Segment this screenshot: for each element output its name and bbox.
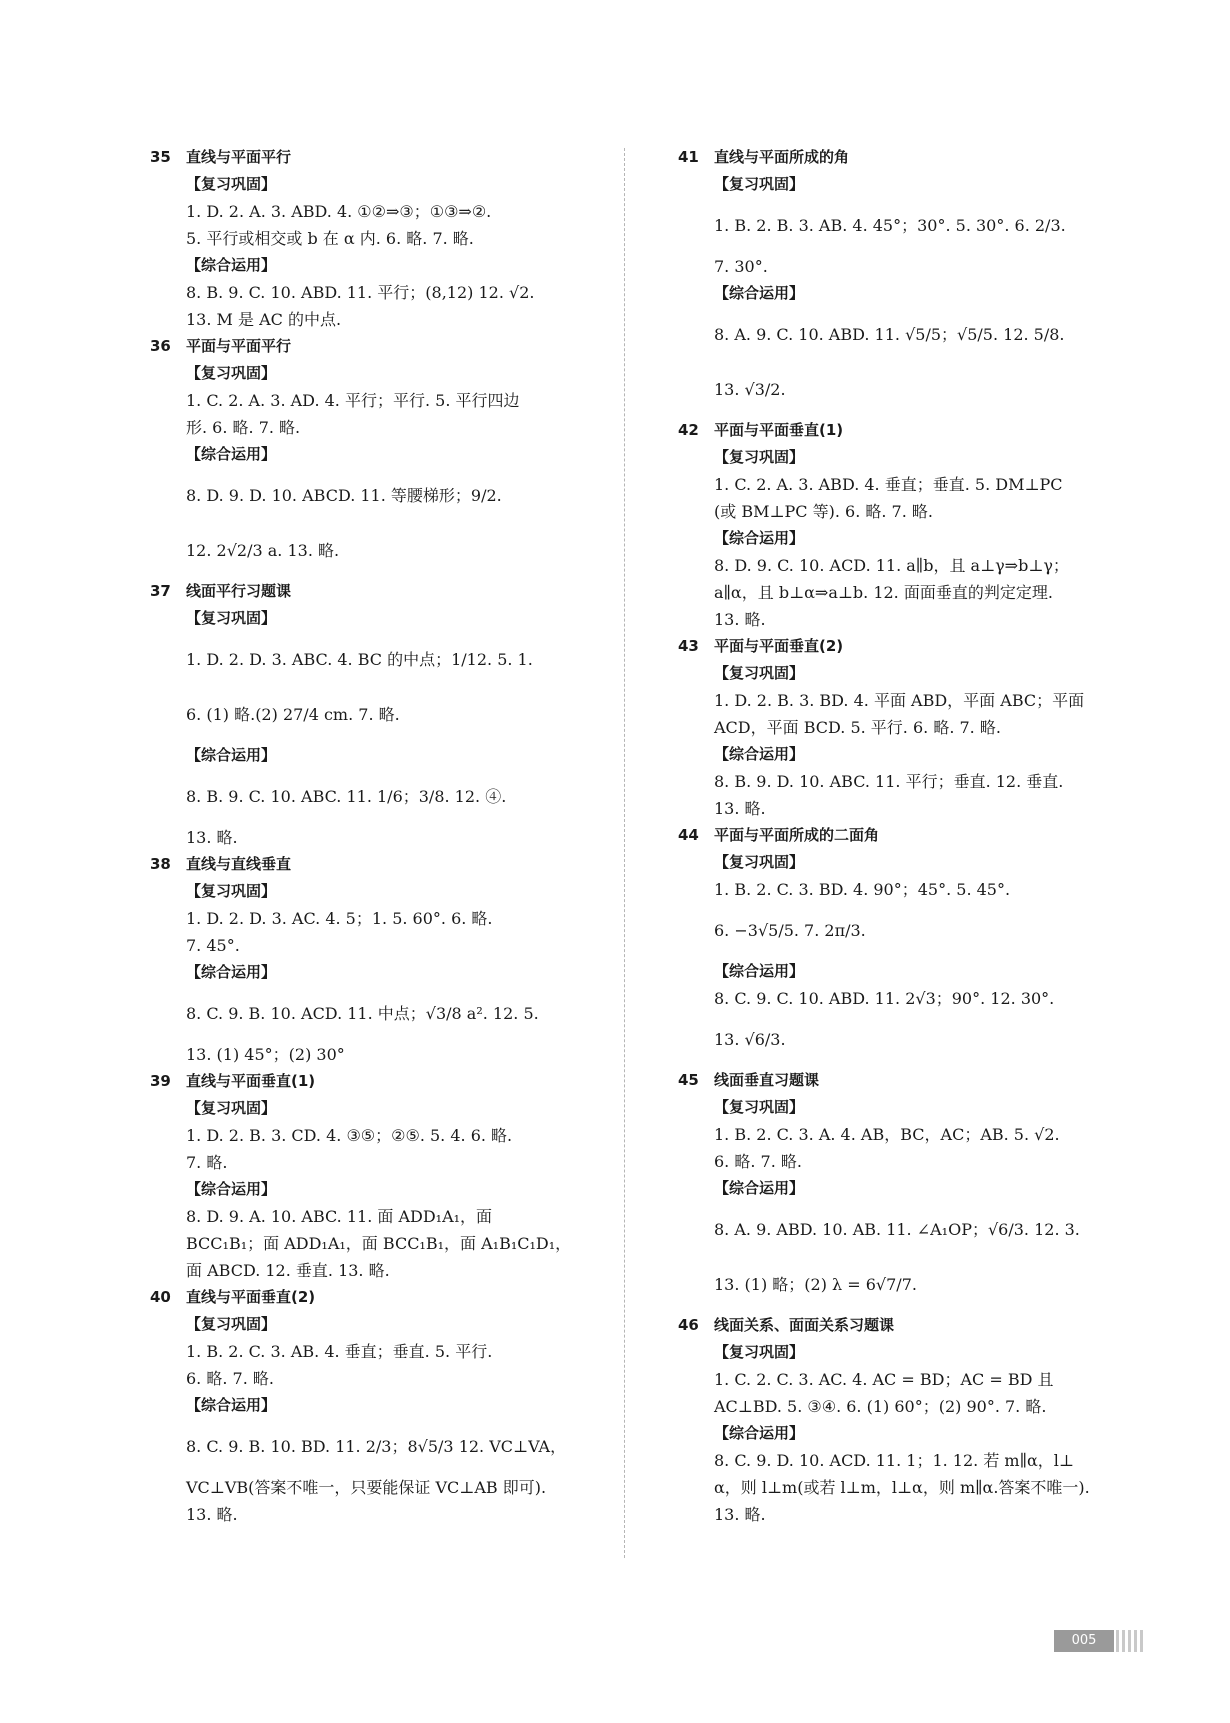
page-number: 005 [1054, 1630, 1114, 1652]
answer-line: 8. D. 9. A. 10. ABC. 11. 面 ADD₁A₁，面 [186, 1207, 493, 1226]
answer-line: 1. D. 2. A. 3. ABD. 4. ①②⇒③；①③⇒②. [186, 202, 492, 221]
answer-line: 8. C. 9. D. 10. ACD. 11. 1；1. 12. 若 m∥α，l⊥ [714, 1451, 1074, 1470]
answer-line: 13. 略. [714, 799, 766, 818]
section-title: 线面关系、面面关系习题课 [714, 1316, 895, 1334]
answer-line: α，则 l⊥m(或若 l⊥m，l⊥α，则 m∥α.答案不唯一). [714, 1478, 1090, 1497]
left-column [150, 144, 620, 1528]
subsection-label: 【综合运用】 [186, 963, 277, 981]
section-heading [150, 578, 620, 605]
section-title: 线面平行习题课 [186, 582, 292, 600]
section-title: 直线与平面平行 [186, 148, 292, 166]
answer-line: 6. 略. 7. 略. [714, 1152, 802, 1171]
answer-line: 1. C. 2. A. 3. AD. 4. 平行；平行. 5. 平行四边 [186, 391, 520, 410]
section-title: 平面与平面垂直(1) [714, 421, 844, 439]
answer-line: 6. 略. 7. 略. [186, 1369, 274, 1388]
section-number: 44 [678, 826, 699, 844]
subsection-label: 【复习巩固】 [186, 175, 277, 193]
answer-line: 8. C. 9. B. 10. BD. 11. 2/3；8√5/3 12. VC⊥VA， [186, 1437, 567, 1456]
subsection-label: 【复习巩固】 [714, 853, 805, 871]
answer-line: 8. A. 9. ABD. 10. AB. 11. ∠A₁OP；√6/3. 12. 3. [714, 1220, 1080, 1239]
answer-line: 13. √6/3. [714, 1030, 786, 1049]
answer-line: 7. 30°. [714, 257, 768, 276]
subsection-label: 【综合运用】 [714, 1179, 805, 1197]
answer-line: 12. 2√2/3 a. 13. 略. [186, 541, 340, 560]
answer-line: 1. C. 2. C. 3. AC. 4. AC = BD；AC = BD 且 [714, 1370, 1054, 1389]
answer-line: 13. √3/2. [714, 380, 786, 399]
answer-line: 13. (1) 45°；(2) 30° [186, 1045, 345, 1064]
subsection-label: 【复习巩固】 [714, 448, 805, 466]
section-heading [678, 417, 1148, 444]
subsection-label: 【复习巩固】 [186, 609, 277, 627]
answer-line: 1. B. 2. C. 3. A. 4. AB，BC，AC；AB. 5. √2. [714, 1125, 1060, 1144]
answer-line: VC⊥VB(答案不唯一，只要能保证 VC⊥AB 即可). [186, 1478, 547, 1497]
answer-line: 13. (1) 略；(2) λ = 6√7/7. [714, 1275, 917, 1294]
section-heading [678, 1067, 1148, 1094]
subsection-label: 【综合运用】 [714, 962, 805, 980]
section-title: 直线与平面所成的角 [714, 148, 850, 166]
page-number-stripes [1116, 1630, 1146, 1652]
answer-line: 7. 45°. [186, 936, 240, 955]
answer-line: 1. B. 2. B. 3. AB. 4. 45°；30°. 5. 30°. 6. 2/3. [714, 216, 1066, 235]
answer-line: 1. D. 2. D. 3. AC. 4. 5；1. 5. 60°. 6. 略. [186, 909, 493, 928]
subsection-label: 【复习巩固】 [186, 882, 277, 900]
right-column [678, 144, 1148, 1528]
section-heading [150, 1284, 620, 1311]
answer-line: 13. 略. [186, 1505, 238, 1524]
answer-line: 8. B. 9. D. 10. ABC. 11. 平行；垂直. 12. 垂直. [714, 772, 1064, 791]
answer-line: BCC₁B₁；面 ADD₁A₁，面 BCC₁B₁，面 A₁B₁C₁D₁， [186, 1234, 572, 1253]
section-heading [150, 1068, 620, 1095]
answer-line: 5. 平行或相交或 b 在 α 内. 6. 略. 7. 略. [186, 229, 474, 248]
section-number: 45 [678, 1071, 699, 1089]
subsection-label: 【综合运用】 [186, 746, 277, 764]
section-number: 46 [678, 1316, 699, 1334]
subsection-label: 【综合运用】 [714, 1424, 805, 1442]
subsection-label: 【复习巩固】 [714, 1098, 805, 1116]
section-number: 35 [150, 148, 171, 166]
answer-line: 13. 略. [714, 1505, 766, 1524]
answer-line: AC⊥BD. 5. ③④. 6. (1) 60°；(2) 90°. 7. 略. [714, 1397, 1047, 1416]
section-heading [150, 333, 620, 360]
subsection-label: 【综合运用】 [186, 1396, 277, 1414]
answer-line: 1. D. 2. D. 3. ABC. 4. BC 的中点；1/12. 5. 1. [186, 650, 533, 669]
answer-line: 1. B. 2. C. 3. AB. 4. 垂直；垂直. 5. 平行. [186, 1342, 493, 1361]
section-title: 直线与平面垂直(1) [186, 1072, 316, 1090]
answer-line: 6. −3√5/5. 7. 2π/3. [714, 921, 866, 940]
subsection-label: 【复习巩固】 [186, 1099, 277, 1117]
section-heading [150, 144, 620, 171]
section-number: 36 [150, 337, 171, 355]
answer-line: 面 ABCD. 12. 垂直. 13. 略. [186, 1261, 390, 1280]
section-heading [150, 851, 620, 878]
subsection-label: 【复习巩固】 [186, 1315, 277, 1333]
answer-line: 13. 略. [186, 828, 238, 847]
answer-line: 1. B. 2. C. 3. BD. 4. 90°；45°. 5. 45°. [714, 880, 1011, 899]
section-heading [678, 144, 1148, 171]
answer-line: 13. 略. [714, 610, 766, 629]
answer-line: 8. D. 9. C. 10. ACD. 11. a∥b，且 a⊥γ⇒b⊥γ； [714, 556, 1069, 575]
answer-line: a∥α，且 b⊥α⇒a⊥b. 12. 面面垂直的判定定理. [714, 583, 1053, 602]
section-title: 平面与平面垂直(2) [714, 637, 844, 655]
section-number: 43 [678, 637, 699, 655]
answer-line: 8. C. 9. B. 10. ACD. 11. 中点；√3/8 a². 12. 5. [186, 1004, 539, 1023]
section-heading [678, 822, 1148, 849]
section-title: 直线与直线垂直 [186, 855, 292, 873]
answer-line: 8. C. 9. C. 10. ABD. 11. 2√3；90°. 12. 30°. [714, 989, 1055, 1008]
section-heading [678, 633, 1148, 660]
subsection-label: 【复习巩固】 [186, 364, 277, 382]
answer-line: 形. 6. 略. 7. 略. [186, 418, 301, 437]
answer-line: 6. (1) 略.(2) 27/4 cm. 7. 略. [186, 705, 400, 724]
answer-line: 7. 略. [186, 1153, 228, 1172]
subsection-label: 【综合运用】 [714, 529, 805, 547]
subsection-label: 【综合运用】 [186, 445, 277, 463]
subsection-label: 【综合运用】 [186, 256, 277, 274]
section-number: 38 [150, 855, 171, 873]
section-title: 平面与平面所成的二面角 [714, 826, 880, 844]
answer-line: 8. A. 9. C. 10. ABD. 11. √5/5；√5/5. 12. 5/8. [714, 325, 1065, 344]
subsection-label: 【综合运用】 [186, 1180, 277, 1198]
section-number: 42 [678, 421, 699, 439]
answer-line: 1. C. 2. A. 3. ABD. 4. 垂直；垂直. 5. DM⊥PC [714, 475, 1063, 494]
column-divider [624, 148, 625, 1558]
section-title: 平面与平面平行 [186, 337, 292, 355]
answer-line: 13. M 是 AC 的中点. [186, 310, 342, 329]
answer-line: 1. D. 2. B. 3. BD. 4. 平面 ABD，平面 ABC；平面 [714, 691, 1085, 710]
answer-line: 1. D. 2. B. 3. CD. 4. ③⑤；②⑤. 5. 4. 6. 略. [186, 1126, 513, 1145]
subsection-label: 【综合运用】 [714, 284, 805, 302]
section-heading [678, 1312, 1148, 1339]
answer-line: 8. B. 9. C. 10. ABD. 11. 平行；(8,12) 12. √2. [186, 283, 535, 302]
section-number: 41 [678, 148, 699, 166]
section-title: 线面垂直习题课 [714, 1071, 820, 1089]
section-number: 39 [150, 1072, 171, 1090]
subsection-label: 【复习巩固】 [714, 175, 805, 193]
answer-line: 8. B. 9. C. 10. ABC. 11. 1/6；3/8. 12. ④. [186, 787, 507, 806]
answer-line: ACD，平面 BCD. 5. 平行. 6. 略. 7. 略. [714, 718, 1001, 737]
section-number: 40 [150, 1288, 171, 1306]
section-title: 直线与平面垂直(2) [186, 1288, 316, 1306]
answer-line: (或 BM⊥PC 等). 6. 略. 7. 略. [714, 502, 933, 521]
section-number: 37 [150, 582, 171, 600]
subsection-label: 【复习巩固】 [714, 664, 805, 682]
subsection-label: 【综合运用】 [714, 745, 805, 763]
subsection-label: 【复习巩固】 [714, 1343, 805, 1361]
answer-line: 8. D. 9. D. 10. ABCD. 11. 等腰梯形；9/2. [186, 486, 502, 505]
